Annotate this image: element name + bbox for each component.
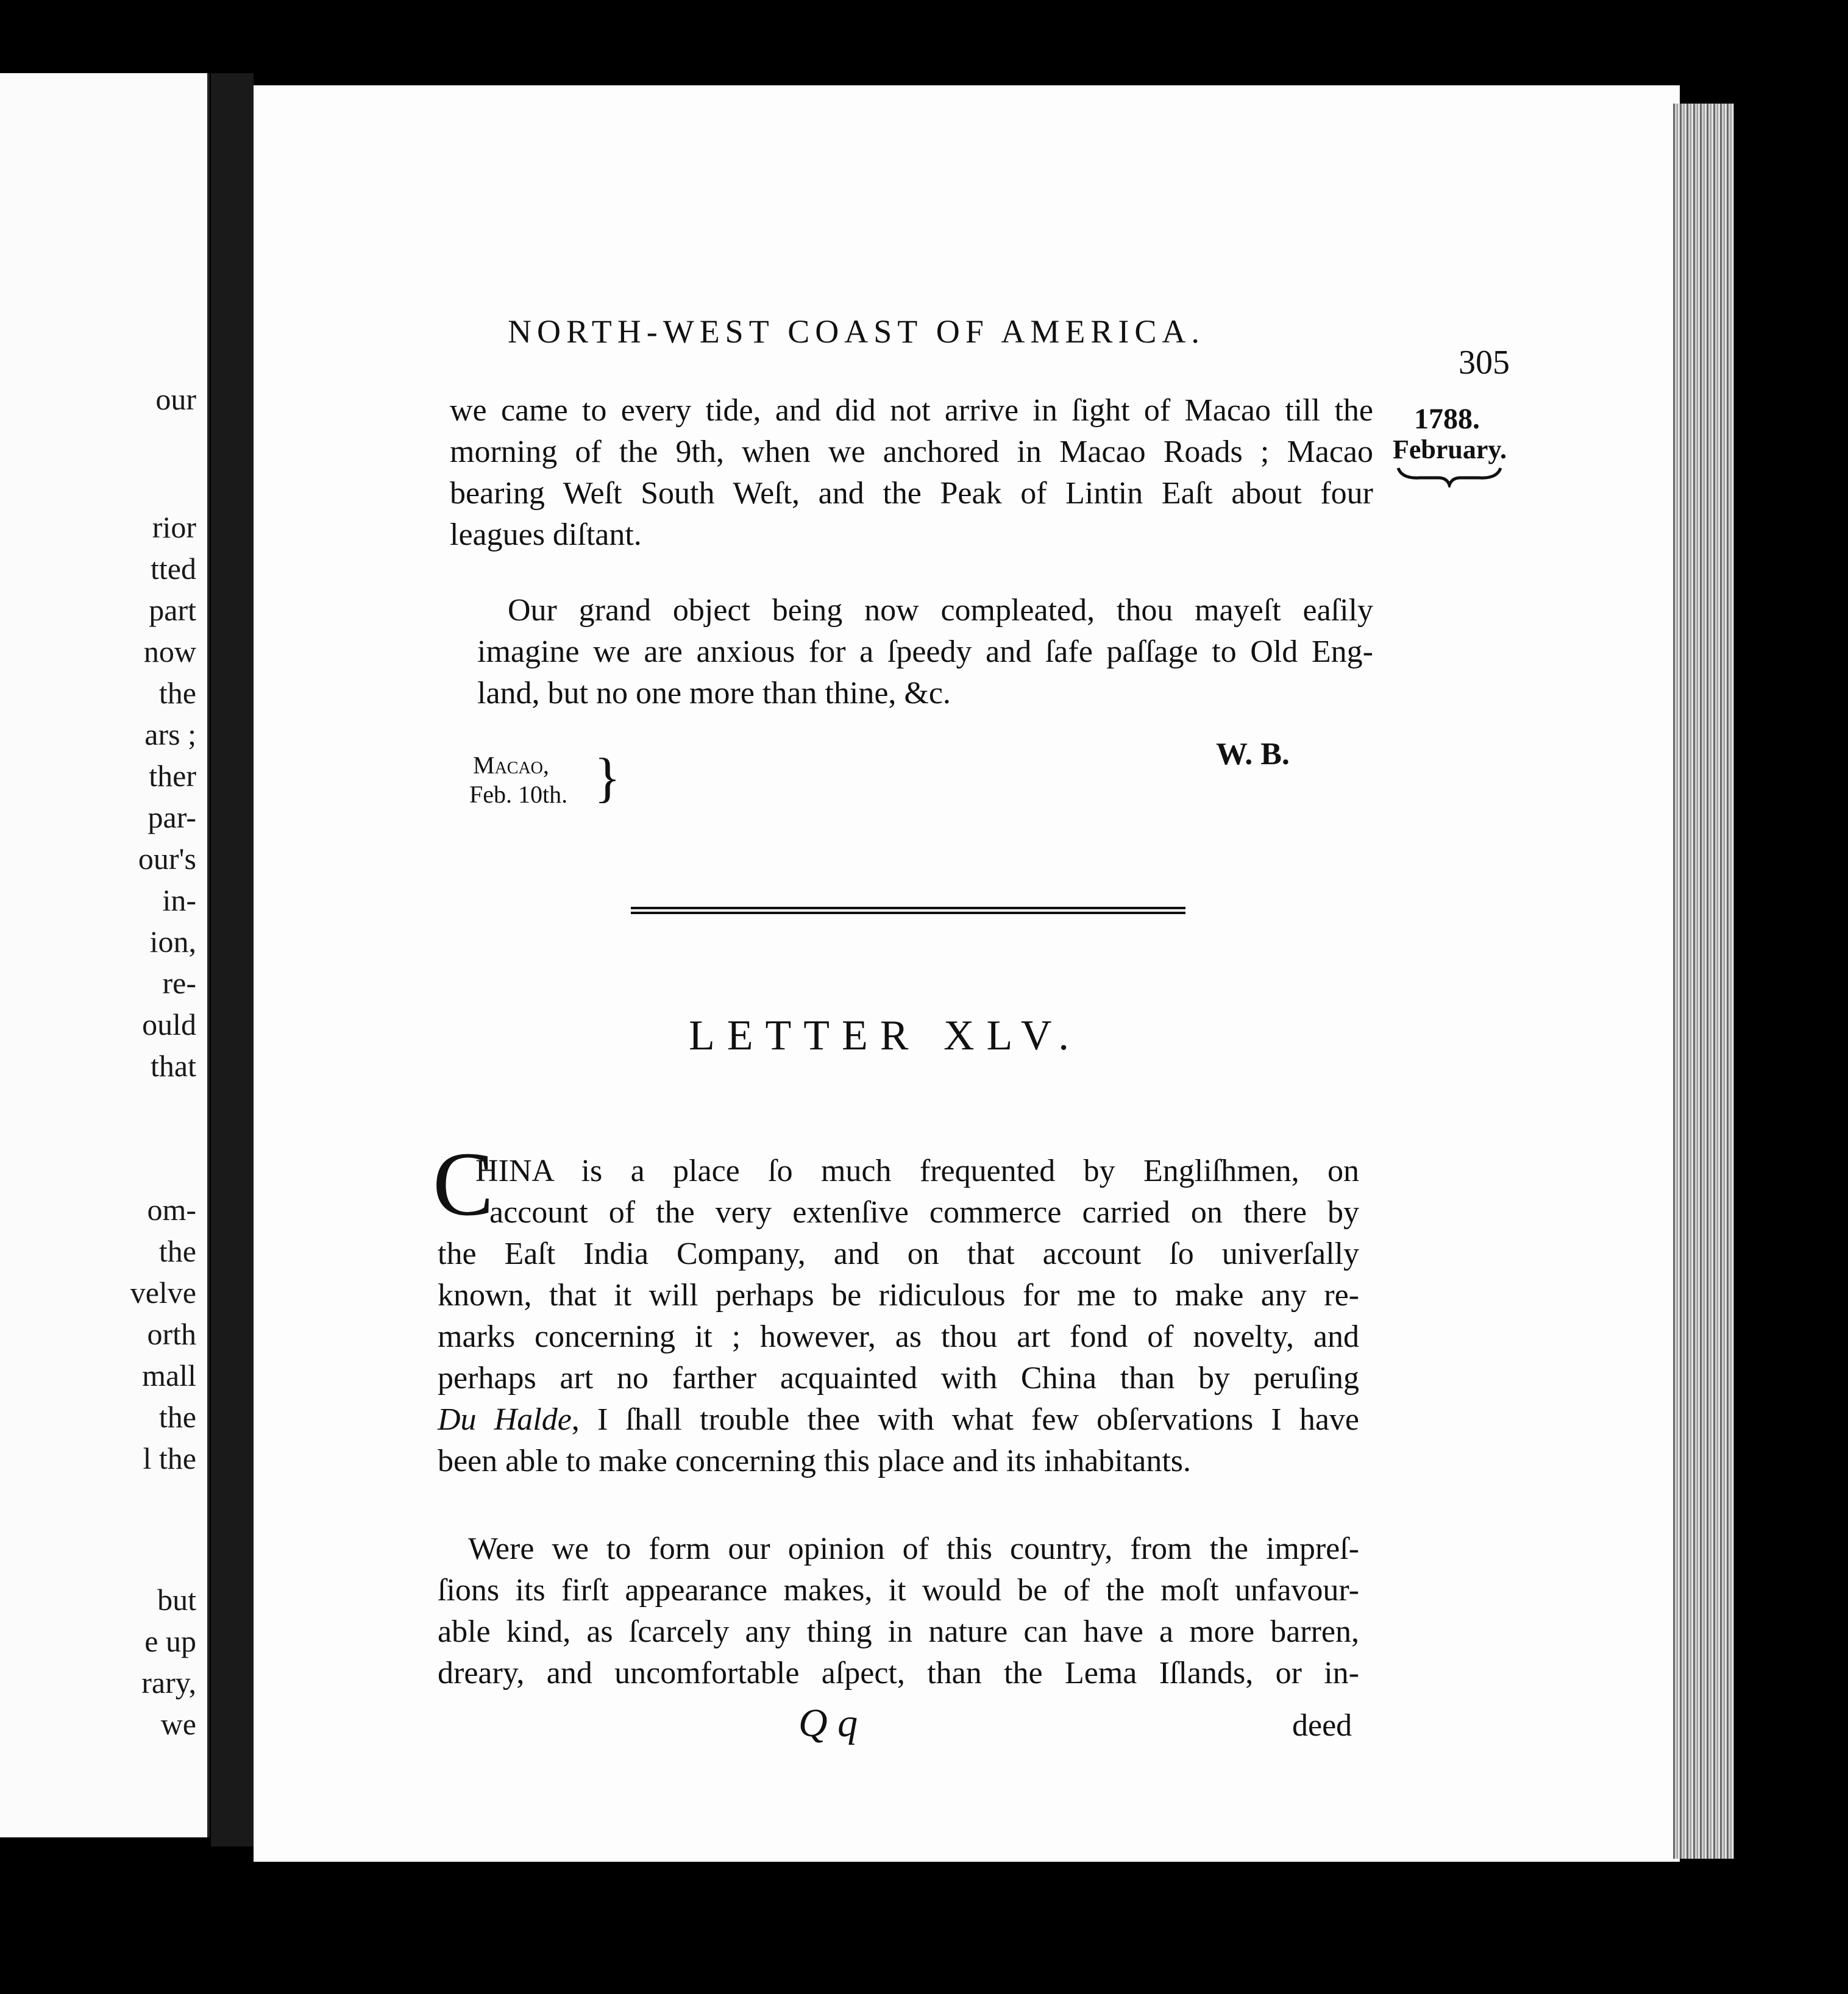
text-line: dreary, and uncomfortable aſpect, than the Lema Iſlands, or in- — [438, 1656, 1359, 1691]
left-page-line-fragment: rior — [152, 510, 196, 544]
left-page-line-fragment: mall — [142, 1358, 196, 1393]
text-line: imagine we are anxious for a ſpeedy and ſafe paſſage to Old Eng- — [477, 634, 1373, 669]
left-page-line-fragment: ion, — [149, 924, 196, 959]
text-line — [438, 1399, 1359, 1441]
signature-mark: Q q — [798, 1701, 858, 1745]
left-page-line-fragment: now — [143, 634, 196, 669]
margin-month: February. — [1393, 435, 1507, 464]
left-page-line-fragment: l the — [143, 1441, 196, 1475]
section-rule — [631, 907, 1185, 915]
margin-year: 1788. — [1414, 403, 1480, 435]
text-line: bearing Weſt South Weſt, and the Peak of Lintin Eaſt about four — [450, 476, 1373, 511]
catchword: deed — [1292, 1708, 1352, 1743]
running-head: NORTH-WEST COAST OF AMERICA. — [508, 313, 1205, 350]
text-line: HINA is a place ſo much frequented by Engliſhmen, on — [475, 1154, 1359, 1188]
letter-place-date — [469, 751, 567, 809]
text-line: land, but no one more than thine, &c. — [477, 676, 951, 711]
left-page-line-fragment: ars ; — [144, 717, 196, 751]
text-line: the Eaſt India Company, and on that account ſo univerſally — [438, 1236, 1359, 1271]
left-page-line-fragment: rary, — [141, 1666, 196, 1700]
page-number: 305 — [1459, 344, 1510, 381]
text-line: account of the very extenſive commerce carried on there by — [489, 1195, 1359, 1230]
text-line: able kind, as ſcarcely any thing in nature can have a more barren, — [438, 1614, 1359, 1649]
left-page-line-fragment: om- — [147, 1193, 196, 1227]
left-page-line-fragment: the — [158, 1400, 196, 1434]
margin-brace-icon — [1396, 463, 1503, 488]
letter-paragraph-1 — [438, 1151, 1359, 1482]
italic-author-name: Du Halde — [438, 1402, 572, 1437]
left-page-line-fragment: orth — [147, 1317, 196, 1351]
paragraph-closing — [447, 590, 1373, 714]
left-page-line-fragment: but — [157, 1583, 196, 1617]
left-page-line-fragment: ther — [149, 759, 196, 793]
left-page-line-fragment: ould — [142, 1007, 196, 1041]
left-page-line-fragment: our — [155, 382, 196, 416]
left-page-line-fragment: tted — [151, 552, 196, 586]
page-edges — [1673, 104, 1734, 1859]
text-line: morning of the 9th, when we anchored in Macao Roads ; Macao — [450, 435, 1373, 469]
left-page-line-fragment: par- — [147, 800, 196, 834]
left-page-line-fragment: the — [158, 1234, 196, 1268]
text-line: we came to every tide, and did not arrive in ſight of Macao till the — [450, 393, 1373, 428]
left-page-line-fragment: we — [160, 1707, 196, 1741]
left-page-line-fragment: re- — [162, 966, 196, 1000]
text-line: marks concerning it ; however, as thou art fond of novelty, and — [438, 1319, 1359, 1354]
text-line: leagues diſtant. — [450, 517, 642, 552]
text-line: Our grand object being now compleated, thou mayeſt eaſily — [508, 593, 1373, 628]
drop-cap: C — [433, 1134, 494, 1235]
left-page-line-fragment: our's — [138, 842, 196, 876]
book-spine — [211, 73, 254, 1847]
letter-title: LETTER XLV. — [689, 1012, 1081, 1059]
paragraph-continued — [450, 390, 1373, 556]
left-page-line-fragment: in- — [162, 883, 196, 917]
text-line: perhaps art no farther acquainted with China than by peruſing — [438, 1361, 1359, 1396]
text-line: Were we to form our opinion of this country, from the impreſ- — [468, 1531, 1359, 1566]
letter-date: Feb. 10th. — [469, 781, 568, 808]
left-page-line-fragment: that — [151, 1049, 196, 1083]
letter-signature: W. B. — [1216, 737, 1290, 772]
left-page-line-fragment: e up — [144, 1624, 196, 1658]
left-page-line-fragment: the — [158, 676, 196, 710]
left-page-line-fragment: part — [149, 593, 196, 627]
left-facing-page — [0, 73, 210, 1837]
letter-paragraph-2 — [438, 1528, 1359, 1694]
place-brace-icon: } — [594, 748, 621, 808]
text-line: known, that it will perhaps be ridiculous for me to make any re- — [438, 1278, 1359, 1313]
letter-place: Macao, — [473, 751, 549, 779]
left-page-line-fragment: velve — [130, 1276, 196, 1310]
text-line: ſions its firſt appearance makes, it would be of the moſt unfavour- — [438, 1573, 1359, 1608]
italic-name: Du Halde, I ſhall trouble thee with what few obſervations I have — [438, 1402, 1359, 1437]
text-line: been able to make concerning this place and its inhabitants. — [438, 1444, 1192, 1478]
